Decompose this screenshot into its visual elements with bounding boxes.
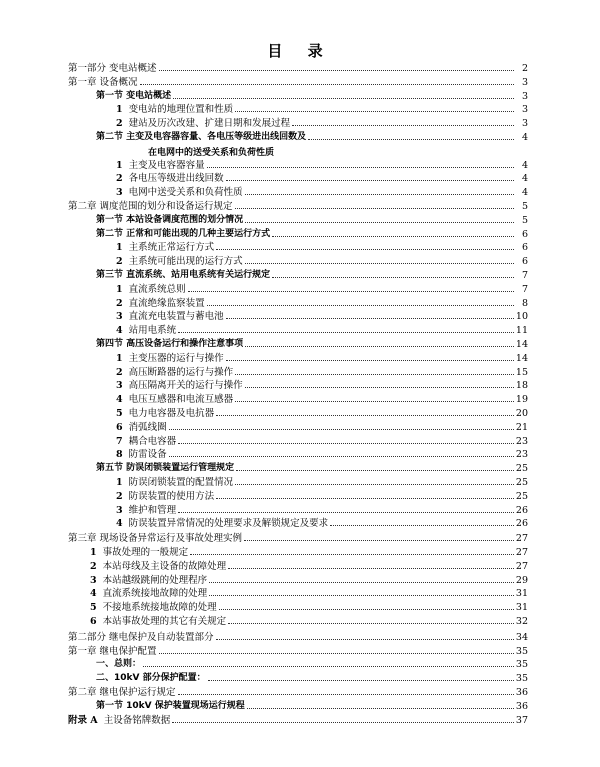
toc-item-entry[interactable] <box>116 420 528 433</box>
dot-leader <box>245 346 514 347</box>
toc-section-entry[interactable] <box>90 586 528 599</box>
toc-entry-label: 电网中送受关系和负荷性质 <box>128 187 243 199</box>
toc-page-number: 7 <box>521 283 528 295</box>
toc-page-number: 26 <box>515 504 528 516</box>
dot-leader <box>207 167 514 168</box>
toc-entry-number: 5 <box>116 408 123 419</box>
toc-page-number: 23 <box>515 449 528 461</box>
toc-page-number: 27 <box>515 533 528 545</box>
dot-leader <box>178 332 514 333</box>
toc-page-number: 6 <box>521 242 528 254</box>
dot-leader <box>272 277 514 278</box>
toc-page-number: 4 <box>521 173 528 185</box>
toc-chapter-entry[interactable] <box>68 630 528 643</box>
dot-leader <box>236 470 514 471</box>
toc-section-entry[interactable] <box>96 671 528 684</box>
dot-leader <box>178 694 514 695</box>
toc-entry-number: 4 <box>116 518 123 530</box>
toc-page-number: 4 <box>521 187 528 199</box>
dot-leader <box>244 540 514 541</box>
toc-entry-label: 本站越级跳闸的处理程序 <box>102 574 208 586</box>
toc-page-number: 5 <box>521 214 528 226</box>
toc-entry-number: 5 <box>90 602 97 614</box>
toc-item-entry[interactable] <box>116 185 528 198</box>
toc-entry-number: 4 <box>90 588 97 600</box>
toc-entry-label: 防误装置异常情况的处理要求及解锁规定及要求 <box>128 518 329 530</box>
toc-entry-label: 第三章 现场设备异常运行及事故处理实例 <box>68 533 243 545</box>
toc-item-entry[interactable] <box>116 116 528 129</box>
dot-leader <box>216 249 514 250</box>
toc-item-entry[interactable] <box>116 378 528 391</box>
toc-page-number: 32 <box>515 616 528 627</box>
toc-section-entry[interactable] <box>90 600 528 613</box>
toc-item-entry[interactable] <box>116 447 528 460</box>
dot-leader <box>308 139 514 140</box>
toc-entry-number: 1 <box>116 159 123 171</box>
toc-entry-label: 主变压器的运行与操作 <box>128 352 224 364</box>
toc-section-entry[interactable] <box>96 461 528 474</box>
toc-page-number: 31 <box>515 588 528 600</box>
toc-entry-number: 1 <box>116 477 123 488</box>
dot-leader <box>216 639 514 640</box>
toc-entry-number: 1 <box>90 547 97 558</box>
dot-leader <box>247 708 514 709</box>
toc-entry-label: 第四节 高压设备运行和操作注意事项 <box>96 339 244 349</box>
page-title: 目 录 <box>267 42 333 60</box>
toc-entry-label: 高压隔离开关的运行与操作 <box>128 380 243 392</box>
toc-item-entry[interactable] <box>116 503 528 516</box>
toc-page-number: 10 <box>515 311 528 323</box>
toc-entry-label: 事故处理的一般规定 <box>102 547 189 558</box>
toc-section-entry[interactable] <box>90 614 528 627</box>
toc-entry-label: 第二章 调度范围的划分和设备运行规定 <box>68 201 233 212</box>
toc-section-entry[interactable] <box>96 657 528 670</box>
toc-page-number: 23 <box>515 435 528 447</box>
dot-leader <box>143 666 514 667</box>
toc-section-entry[interactable] <box>90 545 528 558</box>
toc-entry-label: 一、总则： <box>96 659 142 670</box>
toc-section-entry[interactable] <box>96 337 528 350</box>
toc-page-number: 35 <box>515 659 528 671</box>
toc-page-number: 3 <box>521 118 528 130</box>
toc-chapter-entry[interactable] <box>68 199 528 212</box>
dot-leader <box>188 291 514 292</box>
toc-item-entry[interactable] <box>116 516 528 529</box>
toc-entry-continuation: 在电网中的送受关系和负荷性质 <box>148 147 275 158</box>
toc-entry-label: 二、10kV 部分保护配置： <box>96 673 206 684</box>
toc-page-number: 20 <box>515 408 528 419</box>
dot-leader <box>245 194 514 195</box>
dot-leader <box>159 70 514 71</box>
toc-entry-label: 第一章 继电保护配置 <box>68 645 157 657</box>
dot-leader <box>226 318 514 319</box>
toc-entry-number: 1 <box>116 352 123 364</box>
toc-entry-number: 2 <box>116 173 123 185</box>
toc-item-entry[interactable] <box>116 296 528 309</box>
toc-entry-number: 2 <box>116 297 123 309</box>
toc-page-number: 35 <box>515 645 528 657</box>
toc-entry-label: 第一部分 变电站概述 <box>68 63 157 74</box>
dot-leader <box>190 554 514 555</box>
toc-item-entry[interactable] <box>116 102 528 115</box>
toc-page-number: 5 <box>521 201 528 212</box>
toc-entry-label: 电压互感器和电流互感器 <box>128 394 234 406</box>
toc-page-number: 6 <box>521 228 528 240</box>
dot-leader <box>235 208 514 209</box>
toc-entry-label: 防误闭锁装置的配置情况 <box>128 477 234 488</box>
toc-item-entry[interactable] <box>116 351 528 364</box>
toc-entry-number: 4 <box>116 394 123 406</box>
toc-entry-label: 第一节 变电站概述 <box>96 90 172 101</box>
toc-section-entry[interactable] <box>96 130 528 143</box>
toc-entry-number: 6 <box>90 616 97 627</box>
toc-page-number: 27 <box>515 547 528 558</box>
toc-chapter-entry[interactable] <box>68 531 528 544</box>
toc-entry-label: 主系统可能出现的运行方式 <box>128 256 243 268</box>
dot-leader <box>235 484 514 485</box>
toc-section-entry[interactable] <box>96 699 528 712</box>
toc-entry-number: 7 <box>116 435 123 447</box>
toc-entry-label: 维护和管理 <box>128 504 177 516</box>
toc-entry-label: 耦合电容器 <box>128 435 177 447</box>
toc-chapter-entry[interactable] <box>68 75 528 88</box>
toc-entry-number: 3 <box>116 380 123 392</box>
dot-leader <box>226 180 514 181</box>
toc-entry-label: 第一章 设备概况 <box>68 76 138 88</box>
toc-entry-number: 3 <box>116 504 123 516</box>
toc-entry-label: 第二节 主变及电容器容量、各电压等级进出线回数及 <box>96 132 307 142</box>
toc-entry-number: 3 <box>116 187 123 199</box>
toc-page-number: 25 <box>515 463 528 475</box>
toc-item-entry[interactable] <box>116 158 528 171</box>
dot-leader <box>209 582 514 583</box>
toc-page-number: 27 <box>515 560 528 572</box>
toc-page-number: 36 <box>515 700 528 712</box>
toc-entry-label: 主设备铭牌数据 <box>103 714 171 726</box>
toc-entry-number: 2 <box>116 490 123 502</box>
toc-chapter-entry[interactable] <box>68 685 528 698</box>
toc-section-entry[interactable] <box>90 573 528 586</box>
toc-entry-label: 各电压等级进出线回数 <box>128 173 224 185</box>
toc-entry-label: 变电站的地理位置和性质 <box>128 104 234 116</box>
dot-leader <box>216 415 514 416</box>
toc-page-number: 4 <box>521 132 528 143</box>
toc-entry-label: 直流绝缘监察装置 <box>128 297 205 309</box>
toc-section-entry[interactable] <box>96 89 528 102</box>
toc-page-number: 19 <box>515 394 528 406</box>
toc-item-entry[interactable] <box>116 254 528 267</box>
dot-leader <box>330 525 514 526</box>
toc-item-entry[interactable] <box>116 323 528 336</box>
toc-item-entry[interactable] <box>116 240 528 253</box>
dot-leader <box>169 456 514 457</box>
toc-page-number: 14 <box>515 352 528 364</box>
dot-leader <box>172 722 514 723</box>
toc-page-number: 21 <box>515 421 528 433</box>
toc-page-number: 15 <box>515 366 528 378</box>
toc-entry-label: 防误装置的使用方法 <box>128 490 215 502</box>
dot-leader <box>209 595 514 596</box>
dot-leader <box>173 98 514 99</box>
toc-page-number: 25 <box>515 477 528 488</box>
toc-page-number: 31 <box>515 602 528 614</box>
dot-leader <box>245 263 514 264</box>
toc-item-entry[interactable] <box>116 489 528 502</box>
toc-entry-label: 主系统正常运行方式 <box>128 242 215 254</box>
toc-chapter-entry[interactable] <box>68 713 528 726</box>
toc-item-entry[interactable] <box>116 282 528 295</box>
toc-section-entry[interactable] <box>96 213 528 226</box>
toc-entry-label: 第二节 正常和可能出现的几种主要运行方式 <box>96 228 271 239</box>
toc-section-entry[interactable] <box>96 227 528 240</box>
toc-entry-number: 8 <box>116 449 123 461</box>
dot-leader <box>226 360 514 361</box>
toc-page-number: 3 <box>521 76 528 88</box>
toc-item-entry[interactable] <box>116 434 528 447</box>
toc-entry-label: 直流系统接地故障的处理 <box>102 588 208 600</box>
dot-leader <box>178 512 514 513</box>
toc-page-number: 37 <box>515 714 528 726</box>
toc-page-number: 29 <box>515 574 528 586</box>
dot-leader <box>159 653 514 654</box>
toc-item-entry[interactable] <box>116 392 528 405</box>
dot-leader <box>207 305 514 306</box>
toc-item-entry[interactable] <box>116 171 528 184</box>
toc-entry-label: 防雷设备 <box>128 449 167 461</box>
toc-page-number: 35 <box>515 673 528 685</box>
toc-page-number: 36 <box>515 687 528 698</box>
toc-entry-label: 本站事故处理的其它有关规定 <box>102 616 227 627</box>
toc-entry-number: 1 <box>116 283 123 295</box>
toc-entry-label: 主变及电容器容量 <box>128 159 205 171</box>
toc-page-number: 3 <box>521 90 528 102</box>
toc-entry-number: 2 <box>116 256 123 268</box>
dot-leader <box>245 387 514 388</box>
toc-page-number: 34 <box>515 631 528 643</box>
toc-entry-number: 附录 A <box>68 714 98 726</box>
toc-entry-label: 第三节 直流系统、站用电系统有关运行规定 <box>96 270 271 280</box>
toc-entry-number: 1 <box>116 242 123 254</box>
toc-page-number: 8 <box>521 297 528 309</box>
toc-page-number: 7 <box>521 270 528 281</box>
toc-entry-number: 2 <box>116 118 123 130</box>
dot-leader <box>208 680 514 681</box>
toc-entry-label: 建站及历次改建、扩建日期和发展过程 <box>128 118 291 130</box>
toc-entry-number: 6 <box>116 421 123 433</box>
toc-item-entry[interactable] <box>116 406 528 419</box>
toc-chapter-entry[interactable] <box>68 644 528 657</box>
dot-leader <box>235 401 514 402</box>
toc-entry-label: 本站母线及主设备的故障处理 <box>102 560 227 572</box>
toc-entry-label: 第五节 防误闭锁装置运行管理规定 <box>96 463 235 474</box>
dot-leader <box>245 222 514 223</box>
toc-page-number: 14 <box>515 339 528 350</box>
dot-leader <box>228 568 514 569</box>
toc-chapter-entry[interactable] <box>68 61 528 74</box>
toc-section-entry[interactable] <box>96 268 528 281</box>
toc-item-entry[interactable] <box>116 475 528 488</box>
toc-entry-label: 站用电系统 <box>128 325 177 337</box>
toc-entry-number: 3 <box>116 311 123 323</box>
toc-entry-number: 2 <box>90 560 97 572</box>
toc-entry-label: 消弧线圈 <box>128 421 167 433</box>
dot-leader <box>292 125 514 126</box>
dot-leader <box>140 84 514 85</box>
toc-entry-label: 电力电容器及电抗器 <box>128 408 215 419</box>
dot-leader <box>228 623 514 624</box>
toc-entry-label: 直流系统总则 <box>128 283 186 295</box>
dot-leader <box>216 498 514 499</box>
toc-entry-label: 第一节 本站设备调度范围的划分情况 <box>96 214 244 225</box>
toc-entry-number: 1 <box>116 104 123 116</box>
toc-item-entry[interactable] <box>116 365 528 378</box>
toc-entry-number: 2 <box>116 366 123 378</box>
toc-entry-label: 第二部分 继电保护及自动装置部分 <box>68 631 214 643</box>
toc-item-entry[interactable] <box>116 309 528 322</box>
toc-entry-number: 3 <box>90 574 97 586</box>
dot-leader <box>169 429 514 430</box>
dot-leader <box>178 443 514 444</box>
toc-page-number: 25 <box>515 490 528 502</box>
toc-page-number: 2 <box>521 63 528 74</box>
toc-entry-number: 4 <box>116 325 123 337</box>
dot-leader <box>219 609 514 610</box>
toc-section-entry[interactable] <box>90 559 528 572</box>
toc-entry-label: 不接地系统接地故障的处理 <box>102 602 217 614</box>
dot-leader <box>235 111 514 112</box>
toc-entry-label: 第二章 继电保护运行规定 <box>68 687 176 698</box>
toc-page-number: 4 <box>521 159 528 171</box>
toc-page-number: 26 <box>515 518 528 530</box>
toc-page-number: 11 <box>515 325 528 337</box>
toc-entry-label: 第一节 10kV 保护装置现场运行规程 <box>96 700 245 711</box>
toc-page-number: 18 <box>515 380 528 392</box>
toc-page-number: 3 <box>521 104 528 116</box>
dot-leader <box>235 374 514 375</box>
toc-entry-label: 直流充电装置与蓄电池 <box>128 311 224 323</box>
dot-leader <box>272 236 514 237</box>
toc-page-number: 6 <box>521 256 528 268</box>
toc-entry-label: 高压断路器的运行与操作 <box>128 366 234 378</box>
